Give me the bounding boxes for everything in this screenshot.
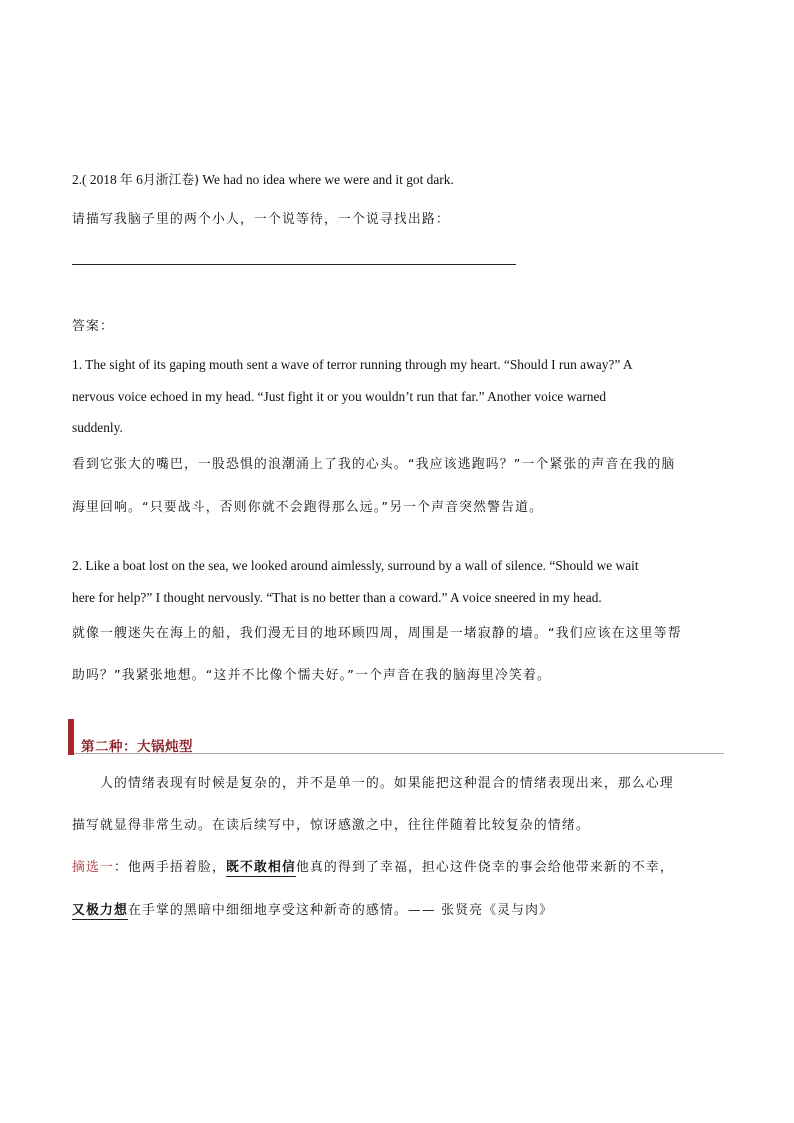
- body-line-2: 描写就显得非常生动。在读后续写中，惊讶感激之中，往往伴随着比较复杂的情绪。: [72, 818, 590, 833]
- excerpt-part-2: 他真的得到了幸福，担心这件侥幸的事会给他带来新的不幸，: [295, 860, 674, 875]
- excerpt-label: 摘选一: [72, 860, 114, 875]
- question-instruction: 请描写我脑子里的两个小人，一个说等待，一个说寻找出路：: [72, 212, 450, 227]
- answer-2-cn-line-1: 就像一艘迷失在海上的船，我们漫无目的地环顾四周，周围是一堵寂静的墙。“我们应该在这里等帮: [72, 626, 682, 641]
- excerpt-line-1: [72, 860, 674, 876]
- question-sentence: We had no idea where we were and it got dark.: [202, 172, 454, 187]
- excerpt-part-3: 在手掌的黑暗中细细地享受这种新奇的感情。—— 张贤亮《灵与肉》: [128, 903, 554, 918]
- section-divider: [74, 753, 724, 754]
- answer-2-en-line-2: here for help?” I thought nervously. “That is no better than a coward.” A voice sneered in my head.: [72, 590, 602, 605]
- section-accent-bar: [68, 719, 74, 755]
- answer-1-cn-line-2: 海里回响。“只要战斗，否则你就不会跑得那么远。”另一个声音突然警告道。: [72, 500, 544, 515]
- question-prefix: 2.(: [72, 172, 87, 187]
- question-line: [72, 172, 454, 189]
- body-line-1: 人的情绪表现有时候是复杂的，并不是单一的。如果能把这种混合的情绪表现出来，那么心理: [100, 776, 674, 791]
- answer-1-cn-line-1: 看到它张大的嘴巴，一股恐惧的浪潮涌上了我的心头。“我应该逃跑吗？”一个紧张的声音在我的脑: [72, 457, 676, 472]
- answer-2-en-line-1: 2. Like a boat lost on the sea, we looked around aimlessly, surround by a wall of silence. “Should we wait: [72, 558, 639, 573]
- answer-2-cn-line-2: 助吗？”我紧张地想。“这并不比像个懦夫好。”一个声音在我的脑海里冷笑着。: [72, 668, 551, 683]
- section-title: 第二种：大锅炖型: [81, 739, 193, 755]
- answer-label: 答案：: [72, 319, 114, 334]
- question-year: 2018: [89, 172, 117, 187]
- answer-1-en-line-1: 1. The sight of its gaping mouth sent a wave of terror running through my heart. “Should I run away?” A: [72, 357, 633, 372]
- excerpt-emphasis-2: 又极力想: [72, 903, 128, 918]
- excerpt-part-1: ：他两手捂着脸，: [114, 860, 226, 875]
- excerpt-emphasis-1: 既不敢相信: [225, 860, 296, 875]
- excerpt-line-2: [72, 903, 553, 919]
- answer-1-en-line-2: nervous voice echoed in my head. “Just fight it or you wouldn’t run that far.” Another voice warned: [72, 389, 607, 404]
- question-year-char: 年: [120, 173, 133, 188]
- answer-blank-line: [72, 264, 516, 265]
- question-source: 月浙江卷): [142, 173, 200, 188]
- section-heading: [68, 719, 724, 755]
- question-month: 6: [136, 172, 143, 187]
- answer-1-en-line-3: suddenly.: [72, 420, 123, 435]
